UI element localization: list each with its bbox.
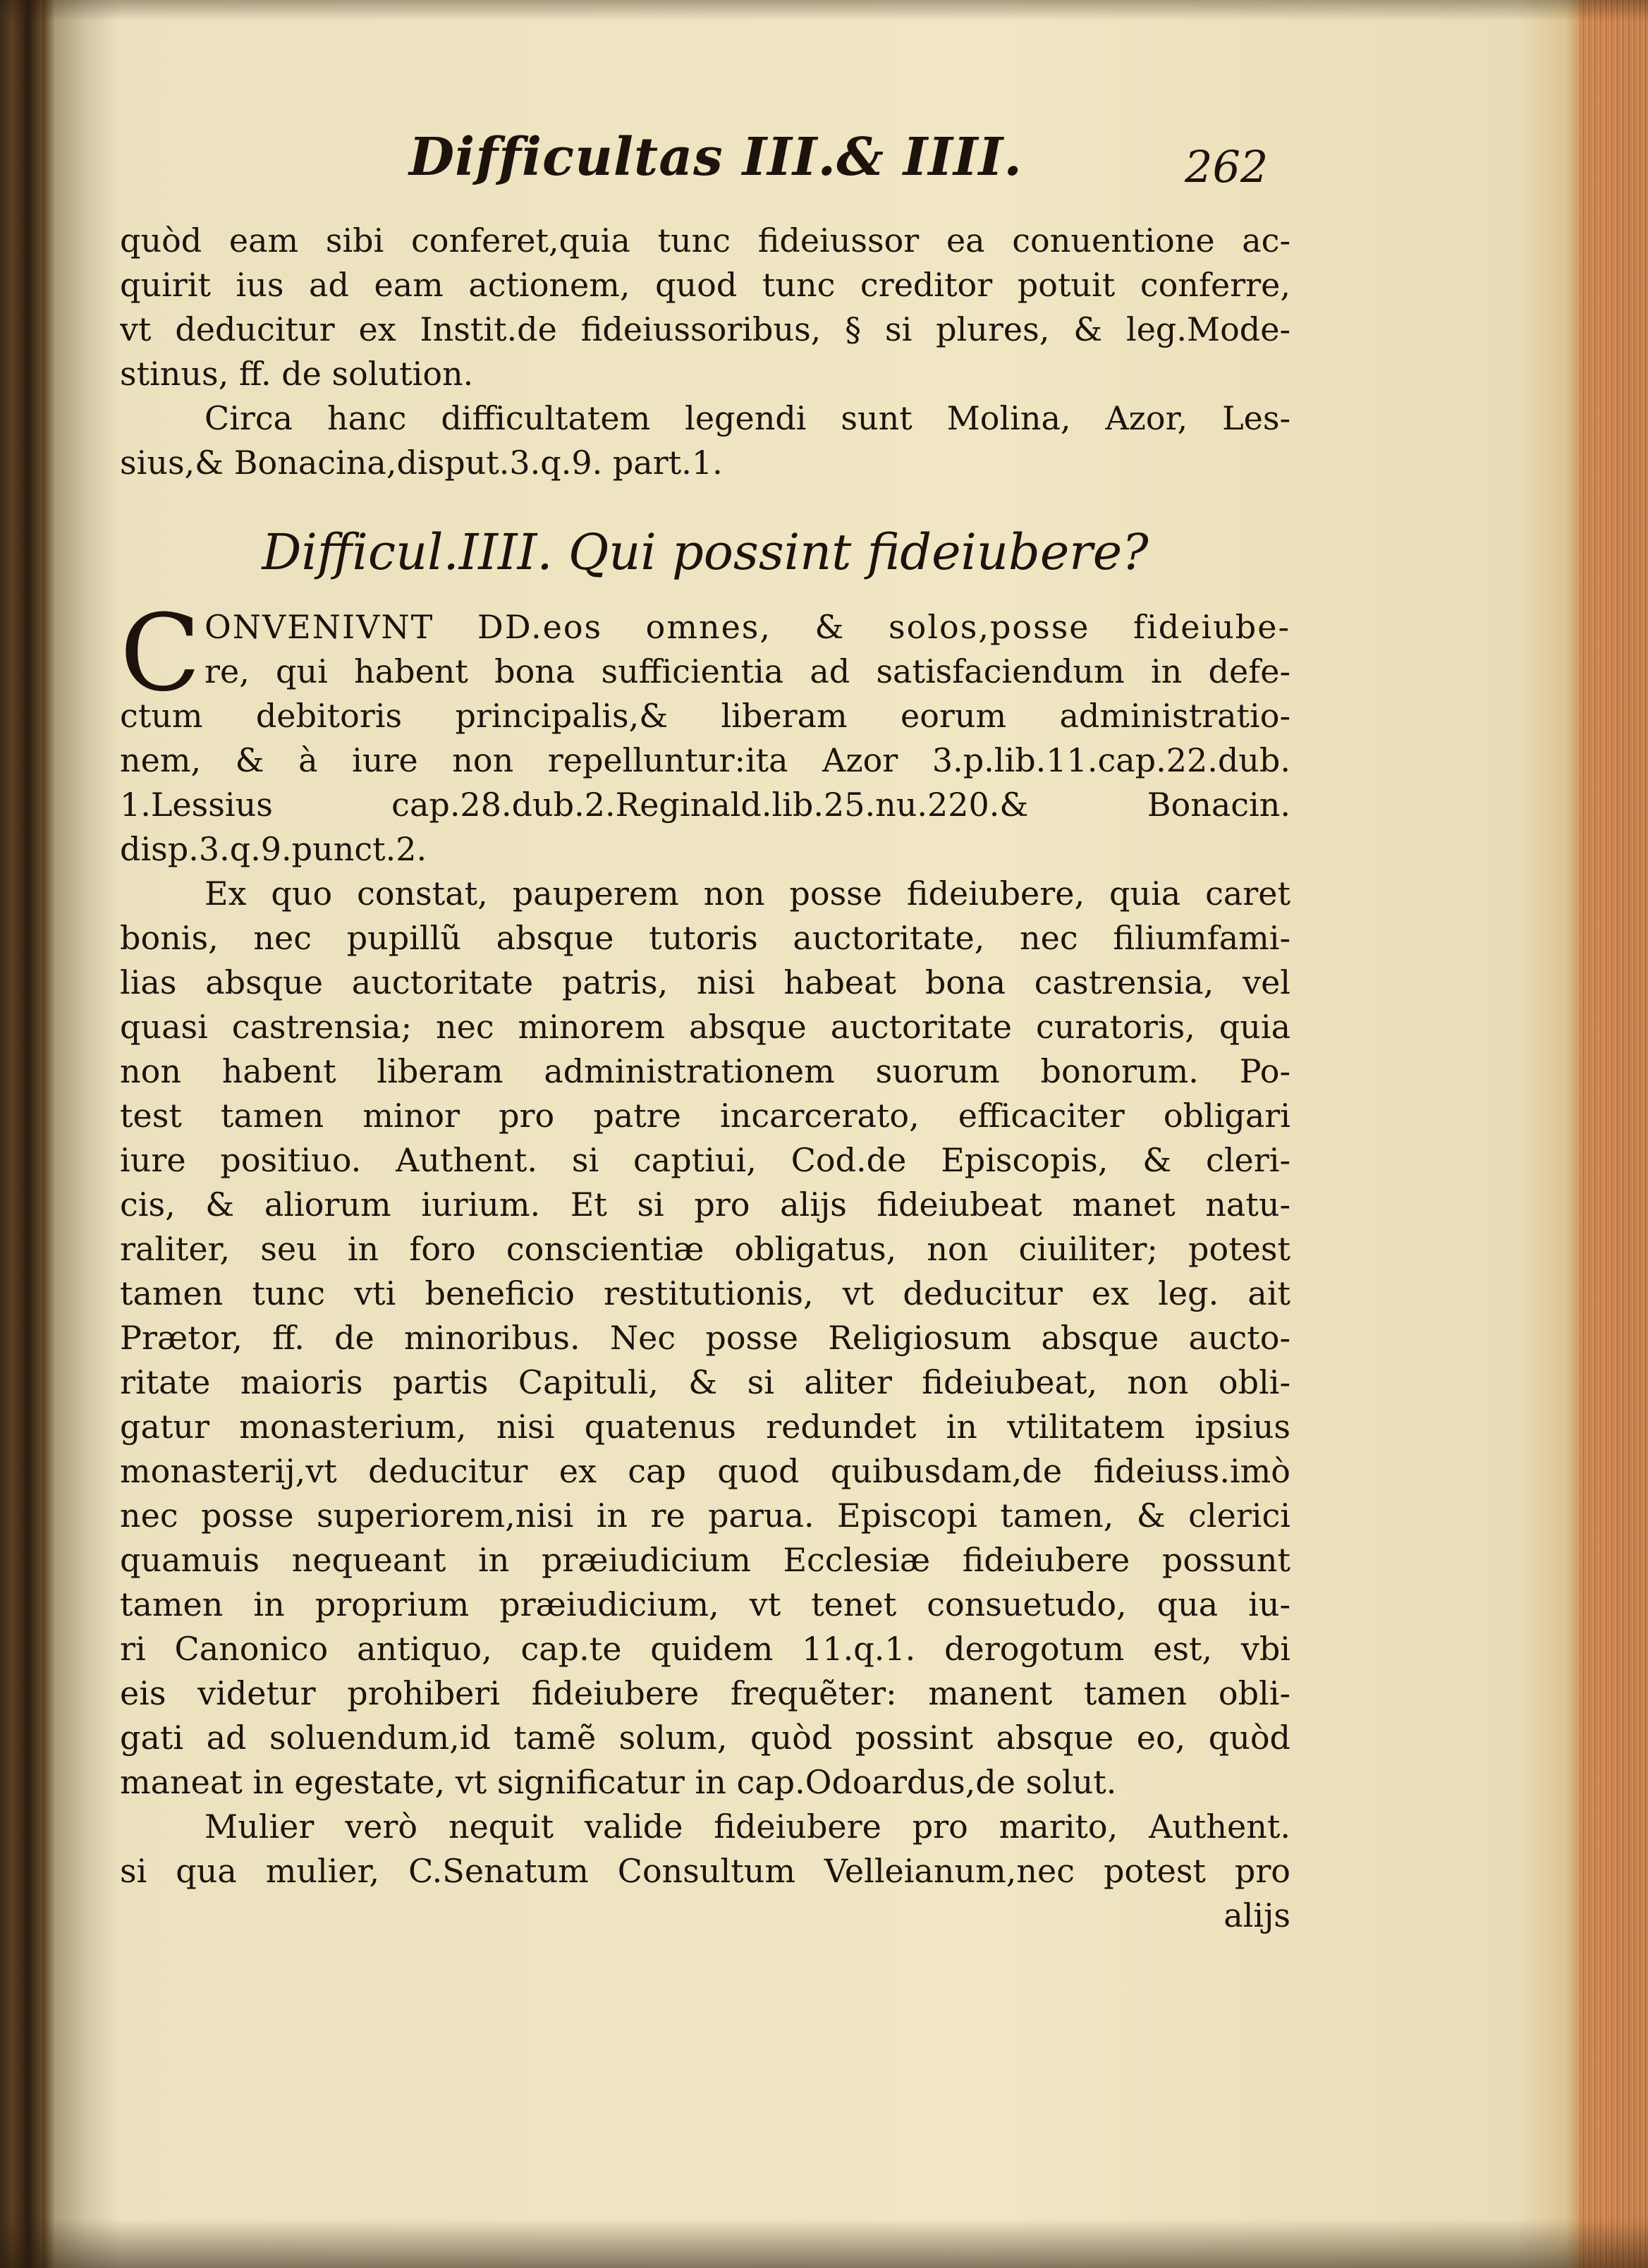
text-line: quasi castrensia; nec minorem absque auctoritate curatoris, quia [120, 1008, 1290, 1046]
text-line: tamen in proprium præiudicium, vt tenet consuetudo, qua iu- [120, 1585, 1290, 1623]
text-line: stinus, ff. de solution. [120, 355, 474, 393]
text-line: re, qui habent bona sufficientia ad satisfaciendum in defe- [205, 652, 1290, 690]
text-line: monasterij,vt deducitur ex cap quod quibusdam,de fideiuss.imò [120, 1452, 1290, 1490]
bottom-shadow [0, 2219, 1648, 2268]
text-line: test tamen minor pro patre incarcerato, efficaciter obligari [120, 1097, 1290, 1135]
text-line: vt deducitur ex Instit.de fideiussoribus, § si plures, & leg.Mode- [120, 310, 1290, 348]
text-line: non habent liberam administrationem suorum bonorum. Po- [120, 1052, 1290, 1090]
text-line: Ex quo constat, pauperem non posse fideiubere, quia caret [205, 874, 1290, 913]
running-head [120, 113, 1290, 219]
section-heading: Difficul.IIII. Qui possint fideiubere? [262, 523, 1149, 581]
mulier-paragraph [120, 1805, 1290, 1894]
text-line: quamuis nequeant in præiudicium Ecclesiæ fideiubere possunt [120, 1541, 1290, 1579]
text-line: iure positiuo. Authent. si captiui, Cod.de Episcopis, & cleri- [120, 1141, 1290, 1179]
text-line: gatur monasterium, nisi quatenus redundet in vtilitatem ipsius [120, 1408, 1290, 1446]
text-line: gati ad soluendum,id tamẽ solum, quòd possint absque eo, quòd [120, 1719, 1290, 1757]
text-line: disp.3.q.9.punct.2. [120, 830, 427, 868]
gutter-shadow [42, 0, 120, 2268]
text-line: maneat in egestate, vt significatur in cap.Odoardus,de solut. [120, 1763, 1117, 1801]
text-block [120, 113, 1290, 1938]
text-line: nem, & à iure non repelluntur:ita Azor 3.p.lib.11.cap.22.dub. [120, 741, 1290, 779]
text-line: tamen tunc vti beneficio restitutionis, vt deducitur ex leg. ait [120, 1274, 1290, 1312]
text-line: cis, & aliorum iurium. Et si pro alijs fideiubeat manet natu- [120, 1185, 1290, 1224]
text-line: ritate maioris partis Capituli, & si aliter fideiubeat, non obli- [120, 1363, 1290, 1401]
top-shadow [0, 0, 1648, 21]
text-line: Mulier verò nequit valide fideiubere pro marito, Authent. [205, 1807, 1290, 1846]
text-line: si qua mulier, C.Senatum Consultum Velleianum,nec potest pro [120, 1852, 1290, 1890]
drop-capital: C [120, 592, 201, 715]
text-line: lias absque auctoritate patris, nisi habeat bona castrensia, vel [120, 963, 1290, 1001]
text-line: quòd eam sibi conferet,quia tunc fideiussor ea conuentione ac- [120, 221, 1290, 260]
text-line: ONVENIVNT DD.eos omnes, & solos,posse fideiube- [205, 608, 1290, 646]
text-line: eis videtur prohiberi fideiubere frequẽter: manent tamen obli- [120, 1674, 1290, 1712]
text-line: 1.Lessius cap.28.dub.2.Reginald.lib.25.nu.220.& Bonacin. [120, 786, 1290, 824]
main-paragraph-lines [120, 605, 1290, 872]
text-line: quirit ius ad eam actionem, quod tunc creditor potuit conferre, [120, 266, 1290, 304]
text-line: Circa hanc difficultatem legendi sunt Molina, Azor, Les- [205, 399, 1290, 437]
text-line: sius,& Bonacina,disput.3.q.9. part.1. [120, 444, 723, 482]
text-line: Prætor, ff. de minoribus. Nec posse Religiosum absque aucto- [120, 1319, 1290, 1357]
fore-edge [1580, 0, 1648, 2268]
text-line: bonis, nec pupillũ absque tutoris auctoritate, nec filiumfami- [120, 919, 1290, 957]
text-line: ri Canonico antiquo, cap.te quidem 11.q.1. derogotum est, vbi [120, 1630, 1290, 1668]
catchword: alijs [1223, 1896, 1290, 1934]
text-line: nec posse superiorem,nisi in re parua. Episcopi tamen, & clerici [120, 1496, 1290, 1535]
circa-paragraph [120, 396, 1290, 485]
text-line: ctum debitoris principalis,& liberam eorum administratio- [120, 697, 1290, 735]
ex-quo-paragraph [120, 872, 1290, 1805]
running-title: Difficultas III.& IIII. [409, 127, 1023, 188]
main-paragraph [120, 592, 1290, 872]
text-line: raliter, seu in foro conscientiæ obligatus, non ciuiliter; potest [120, 1230, 1290, 1268]
top-paragraph [120, 219, 1290, 396]
page-number: 262 [1185, 141, 1269, 193]
